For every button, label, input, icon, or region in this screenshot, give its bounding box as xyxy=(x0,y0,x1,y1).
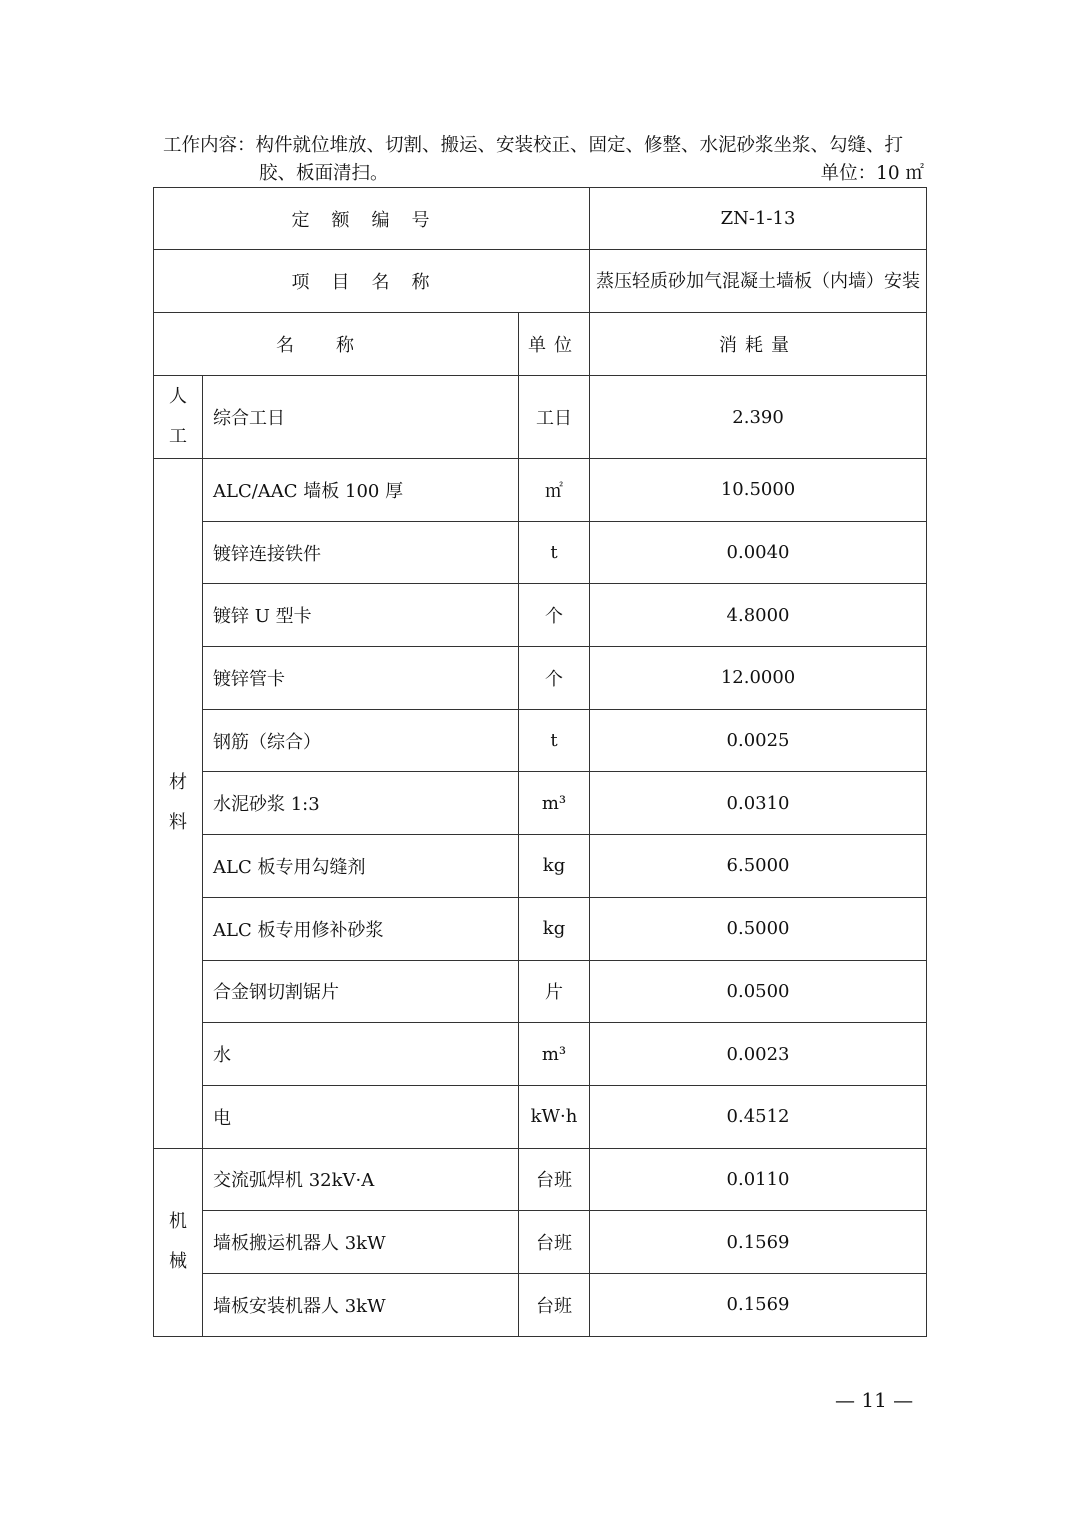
work-content-line1: 工作内容：构件就位堆放、切割、搬运、安装校正、固定、修整、水泥砂浆坐浆、勾缝、打 xyxy=(163,135,904,156)
materials-row xyxy=(154,1023,927,1086)
materials-unit: m³ xyxy=(519,772,590,835)
labor-qty: 2.390 xyxy=(590,376,927,459)
materials-qty: 6.5000 xyxy=(590,835,927,898)
machinery-unit: 台班 xyxy=(519,1211,590,1274)
work-content xyxy=(163,132,928,188)
materials-row xyxy=(154,584,927,647)
item-value: 蒸压轻质砂加气混凝土墙板（内墙）安装 xyxy=(590,250,927,313)
materials-row xyxy=(154,897,927,960)
labor-category: 人 工 xyxy=(154,376,203,459)
materials-unit: m³ xyxy=(519,1023,590,1086)
unit-label: 单位：10 ㎡ xyxy=(820,163,924,184)
materials-unit: kW·h xyxy=(519,1085,590,1148)
materials-row xyxy=(154,960,927,1023)
col-unit-header: 单位 xyxy=(519,313,590,376)
materials-qty: 0.5000 xyxy=(590,897,927,960)
materials-qty: 0.0025 xyxy=(590,709,927,772)
materials-qty: 0.0310 xyxy=(590,772,927,835)
materials-unit: kg xyxy=(519,897,590,960)
materials-unit: kg xyxy=(519,835,590,898)
work-content-line2-text: 胶、板面清扫。 xyxy=(259,163,389,184)
materials-row xyxy=(154,709,927,772)
materials-row xyxy=(154,521,927,584)
materials-row xyxy=(154,459,927,522)
materials-unit: t xyxy=(519,709,590,772)
materials-qty: 0.0023 xyxy=(590,1023,927,1086)
item-label: 项目名称 xyxy=(154,250,590,313)
item-row xyxy=(154,250,927,313)
labor-row xyxy=(154,376,927,459)
materials-qty: 10.5000 xyxy=(590,459,927,522)
quota-label: 定额编号 xyxy=(154,188,590,250)
quota-value: ZN-1-13 xyxy=(590,188,927,250)
machinery-unit: 台班 xyxy=(519,1148,590,1211)
materials-unit: ㎡ xyxy=(519,459,590,522)
materials-name: ALC 板专用勾缝剂 xyxy=(203,835,519,898)
materials-unit: 个 xyxy=(519,584,590,647)
materials-name: 水泥砂浆 1:3 xyxy=(203,772,519,835)
machinery-qty: 0.0110 xyxy=(590,1148,927,1211)
materials-name: 镀锌连接铁件 xyxy=(203,521,519,584)
materials-name: 镀锌 U 型卡 xyxy=(203,584,519,647)
machinery-qty: 0.1569 xyxy=(590,1211,927,1274)
materials-name: 合金钢切割锯片 xyxy=(203,960,519,1023)
work-content-line2 xyxy=(163,160,928,188)
quota-row xyxy=(154,188,927,250)
materials-name: 电 xyxy=(203,1085,519,1148)
machinery-name: 交流弧焊机 32kV·A xyxy=(203,1148,519,1211)
materials-name: ALC/AAC 墙板 100 厚 xyxy=(203,459,519,522)
header-row xyxy=(154,313,927,376)
materials-unit: t xyxy=(519,521,590,584)
labor-name: 综合工日 xyxy=(203,376,519,459)
materials-qty: 0.4512 xyxy=(590,1085,927,1148)
materials-category: 材 料 xyxy=(154,459,203,1149)
machinery-unit: 台班 xyxy=(519,1273,590,1336)
col-name-header: 名称 xyxy=(154,313,519,376)
materials-name: ALC 板专用修补砂浆 xyxy=(203,897,519,960)
materials-name: 钢筋（综合） xyxy=(203,709,519,772)
materials-name: 镀锌管卡 xyxy=(203,647,519,710)
materials-row xyxy=(154,1085,927,1148)
machinery-category: 机 械 xyxy=(154,1148,203,1336)
machinery-name: 墙板搬运机器人 3kW xyxy=(203,1211,519,1274)
materials-unit: 个 xyxy=(519,647,590,710)
materials-qty: 12.0000 xyxy=(590,647,927,710)
materials-row xyxy=(154,835,927,898)
machinery-row xyxy=(154,1273,927,1336)
materials-qty: 0.0500 xyxy=(590,960,927,1023)
materials-name: 水 xyxy=(203,1023,519,1086)
materials-unit: 片 xyxy=(519,960,590,1023)
col-qty-header: 消耗量 xyxy=(590,313,927,376)
machinery-qty: 0.1569 xyxy=(590,1273,927,1336)
labor-unit: 工日 xyxy=(519,376,590,459)
materials-qty: 4.8000 xyxy=(590,584,927,647)
page-number: — 11 — xyxy=(835,1388,914,1412)
machinery-name: 墙板安装机器人 3kW xyxy=(203,1273,519,1336)
quota-table xyxy=(153,187,927,1337)
machinery-row xyxy=(154,1148,927,1211)
materials-row xyxy=(154,772,927,835)
materials-row xyxy=(154,647,927,710)
machinery-row xyxy=(154,1211,927,1274)
materials-qty: 0.0040 xyxy=(590,521,927,584)
